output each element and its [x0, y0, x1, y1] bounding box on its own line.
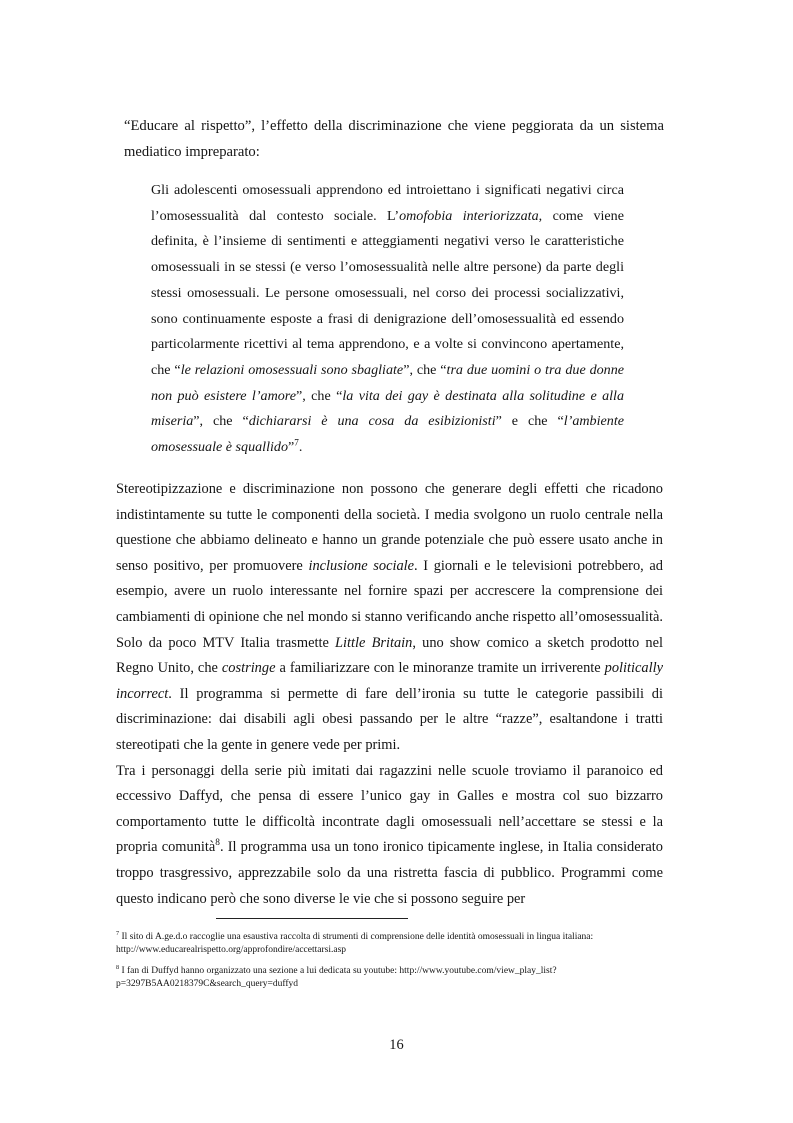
footnote-separator	[216, 918, 408, 919]
body-paragraph-1: Stereotipizzazione e discriminazione non possono che generare degli effetti che ricadono indistintamente su tutte le componenti della società. I media svolgono un ruolo centrale nella questione che abbiamo delineato e hanno un grande potenziale che può essere usato anche in senso positivo, per promuovere inclusione sociale. I giornali e le televisioni potrebbero, ad esempio, avere un ruolo interessante nel fornire spazi per accrescere la comprensione dei cambiamenti di opinione che nel mondo si stanno verificando anche rispetto all’omosessualità. Solo da poco MTV Italia trasmette Little Britain, uno show comico a sketch prodotto nel Regno Unito, che costringe a familiarizzare con le minoranze tramite un irriverente politically incorrect. Il programma si permette di fare dell’ironia su tutte le categorie passibili di discriminazione: dai disabili agli obesi passando per le altre “razze”, esaltandone i tratti stereotipati che la gente in genere vede per primi.	[116, 481, 664, 753]
footnote-7: $^7$ Il sito di A.ge.d.o raccoglie una esaustiva raccolta di strumenti di comprensione delle identità omosessuali in lingua italiana: http://www.educarealrispetto.org/approfondire/accettarsi.asp	[116, 930, 594, 955]
body-paragraph-2: Tra i personaggi della serie più imitati dai ragazzini nelle scuole troviamo il paranoico ed eccessivo Daffyd, che pensa di essere l’unico gay in Galles e mostra col suo bizzarro comportamento tutte le difficoltà incontrate dagli omosessuali nell’accettare se stessi e la propria comunità$^8$. Il programma usa un tono ironico tipicamente inglese, in Italia considerato troppo trasgressivo, apprezzabile solo da una ristretta fascia di pubblico. Programmi come questo indicano però che sono diverse le vie che si possono seguire per	[116, 762, 663, 907]
page-number: 16	[389, 1037, 404, 1053]
footnote-ref-8: 8	[215, 838, 220, 849]
footnote-ref-7: 7	[294, 437, 299, 448]
footnotes	[116, 931, 676, 999]
footnote-8: $^8$ I fan di Duffyd hanno organizzato una sezione a lui dedicata su youtube: http://www.youtube.com/view_play_list?p=3297B5AA0218379C&search_query=duffyd	[116, 964, 557, 989]
block-quote: Gli adolescenti omosessuali apprendono ed introiettano i significati negativi circa l’omosessualità dal contesto sociale. L’omofobia interiorizzata, come viene definita, è l’insieme di sentimenti e atteggiamenti negativi verso le caratteristiche omosessuali in se stessi (e verso l’omosessualità nelle altre persone) da parte degli stessi omosessuali. Le persone omosessuali, nel corso dei processi socializzativi, sono continuamente esposte a frasi di denigrazione dell’omosessualità ed essendo particolarmente ricettivi al tema apprendono, e a volte si convincono apertamente, che “le relazioni omosessuali sono sbagliate”, che “tra due uomini o tra due donne non può esistere l’amore”, che “la vita dei gay è destinata alla solitudine e alla miseria”, che “dichiararsi è una cosa da esibizionisti” e che “l’ambiente omosessuale è squallido”$^7$.	[151, 182, 625, 456]
intro-paragraph: “Educare al rispetto”, l’effetto della discriminazione che viene peggiorata da un sistema mediatico impreparato:	[124, 118, 664, 160]
body-text	[116, 477, 663, 912]
